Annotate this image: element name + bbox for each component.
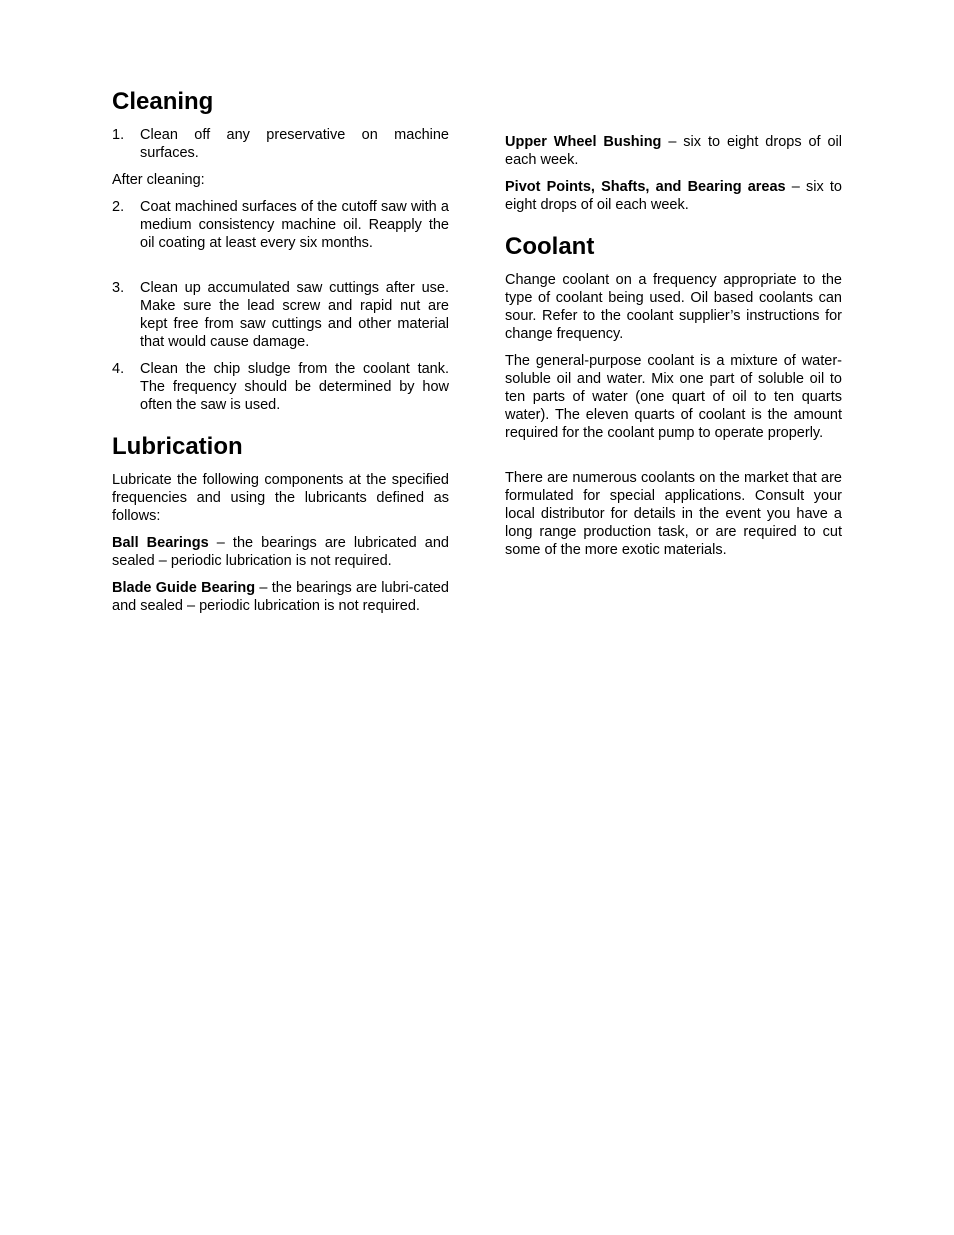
list-text: Clean the chip sludge from the coolant tank. The frequency should be determined by how often the saw is used.	[140, 361, 449, 413]
lubrication-entry-pivot-points	[505, 178, 842, 214]
lubrication-intro: Lubricate the following components at the specified frequencies and using the lubricants defined as follows:	[112, 472, 449, 524]
entry-description: – the bearings are lubricated and sealed – periodic lubrication is not required.	[112, 535, 449, 569]
lubrication-entry-upper-wheel-bushing	[505, 133, 842, 169]
list-number: 3.	[112, 280, 125, 296]
list-number: 2.	[112, 199, 125, 215]
cleaning-heading: Cleaning	[112, 88, 214, 115]
coolant-heading: Coolant	[505, 233, 595, 260]
lubrication-heading: Lubrication	[112, 433, 243, 460]
entry-term: Upper Wheel Bushing	[505, 134, 662, 150]
entry-description: – six to eight drops of oil each week.	[505, 179, 842, 213]
coolant-paragraph-2: The general-purpose coolant is a mixture of water-soluble oil and water. Mix one part of soluble oil to ten parts of water (one quart of oil to ten quarts water). The eleven quarts of coolant is the amount required for the coolant pump to operate properly.	[505, 353, 842, 441]
entry-description: – the bearings are lubri-cated and sealed – periodic lubrication is not required.	[112, 580, 449, 614]
coolant-paragraph-3: There are numerous coolants on the market that are formulated for special applications. Consult your local distributor for details in the event you have a long range production task, or are required to cut some of the more exotic materials.	[505, 470, 842, 558]
coolant-paragraph-1: Change coolant on a frequency appropriate to the type of coolant being used. Oil based coolants can sour. Refer to the coolant supplier’s instructions for change frequency.	[505, 272, 842, 342]
entry-term: Ball Bearings	[112, 535, 209, 551]
after-cleaning-label: After cleaning:	[112, 172, 205, 188]
lubrication-entry-blade-guide-bearing	[112, 579, 449, 615]
cleaning-item-3	[112, 279, 449, 351]
cleaning-item-4	[112, 360, 449, 414]
entry-description: – six to eight drops of oil each week.	[505, 134, 842, 168]
list-number: 4.	[112, 361, 125, 377]
list-text: Coat machined surfaces of the cutoff saw with a medium consistency machine oil. Reapply the oil coating at least every six months.	[140, 199, 449, 251]
cleaning-item-1	[112, 126, 449, 162]
list-text: Clean off any preservative on machine surfaces.	[140, 127, 449, 161]
entry-term: Blade Guide Bearing	[112, 580, 256, 596]
entry-term: Pivot Points, Shafts, and Bearing areas	[505, 179, 786, 195]
cleaning-item-2	[112, 198, 449, 252]
lubrication-entry-ball-bearings	[112, 534, 449, 570]
list-text: Clean up accumulated saw cuttings after use. Make sure the lead screw and rapid nut are kept free from saw cuttings and other material that would cause damage.	[140, 280, 449, 350]
list-number: 1.	[112, 127, 125, 143]
